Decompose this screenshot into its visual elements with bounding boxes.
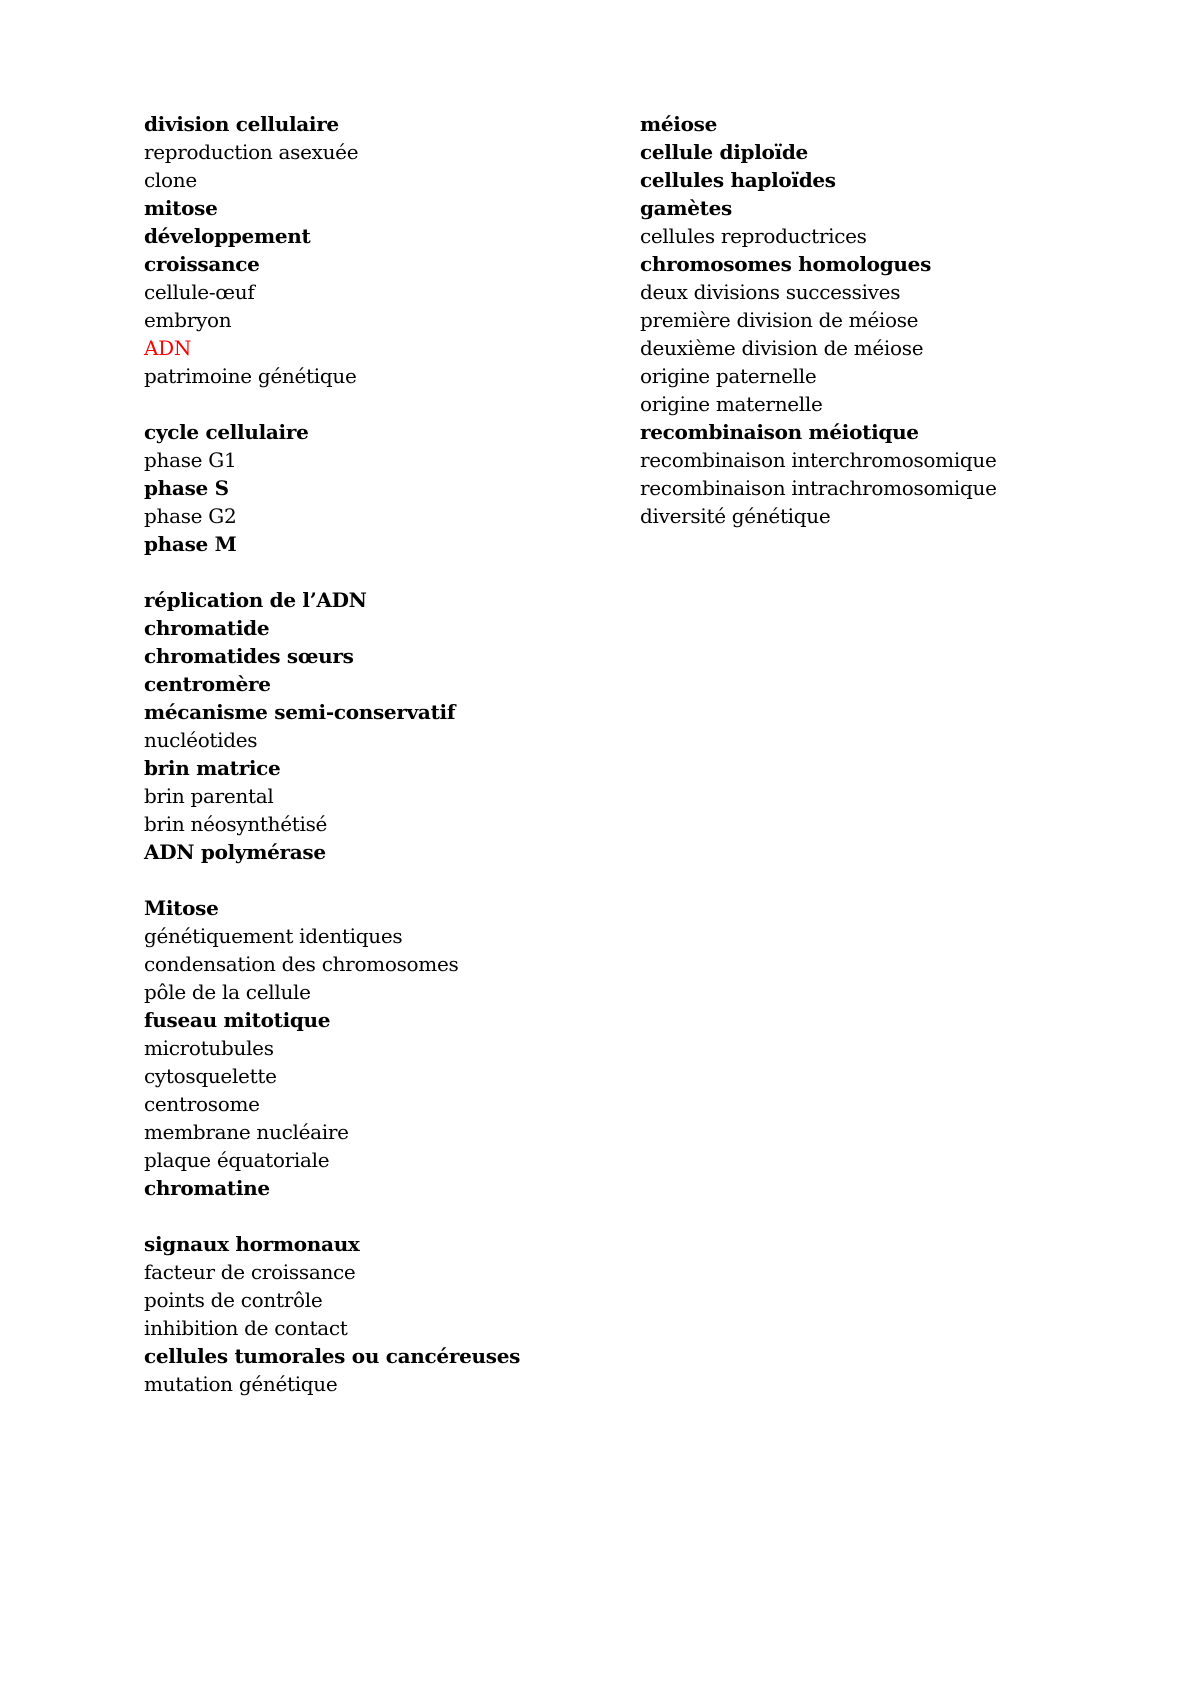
term-cycle-cellulaire: cycle cellulaire — [144, 420, 309, 444]
term-origine-maternelle: origine maternelle — [640, 392, 823, 416]
term-gametes: gamètes — [640, 196, 732, 220]
term-clone: clone — [144, 168, 197, 192]
term-centromere: centromère — [144, 672, 271, 696]
term-fuseau-mitotique: fuseau mitotique — [144, 1008, 331, 1032]
term-phase-s: phase S — [144, 476, 229, 500]
term-developpement: développement — [144, 224, 311, 248]
term-mitose: Mitose — [144, 896, 219, 920]
term-diversite-genetique: diversité génétique — [640, 504, 831, 528]
term-points-de-controle: points de contrôle — [144, 1288, 323, 1312]
term-chromosomes-homologues: chromosomes homologues — [640, 252, 932, 276]
term-chromatides-s-urs: chromatides sœurs — [144, 644, 354, 668]
term-brin-parental: brin parental — [144, 784, 274, 808]
term-deux-divisions-successives: deux divisions successives — [640, 280, 901, 304]
term-microtubules: microtubules — [144, 1036, 274, 1060]
term-genetiquement-identiques: génétiquement identiques — [144, 924, 403, 948]
term-brin-neosynthetise: brin néosynthétisé — [144, 812, 328, 836]
term-inhibition-de-contact: inhibition de contact — [144, 1316, 348, 1340]
term-recombinaison-interchromosomique: recombinaison interchromosomique — [640, 448, 997, 472]
term-condensation-des-chromosomes: condensation des chromosomes — [144, 952, 459, 976]
term-cellules-tumorales-ou-cancereuses: cellules tumorales ou cancéreuses — [144, 1344, 521, 1368]
term-adn-polymerase: ADN polymérase — [144, 840, 326, 864]
term-cellules-haploides: cellules haploïdes — [640, 168, 836, 192]
term-cytosquelette: cytosquelette — [144, 1064, 277, 1088]
term-cellules-reproductrices: cellules reproductrices — [640, 224, 867, 248]
section-spacer — [144, 390, 624, 418]
right-term-column — [640, 110, 1140, 530]
term-phase-g2: phase G2 — [144, 504, 237, 528]
term-premiere-division-de-meiose: première division de méiose — [640, 308, 919, 332]
term-mecanisme-semi-conservatif: mécanisme semi-conservatif — [144, 700, 456, 724]
term-chromatine: chromatine — [144, 1176, 270, 1200]
term-deuxieme-division-de-meiose: deuxième division de méiose — [640, 336, 924, 360]
term-mitose: mitose — [144, 196, 218, 220]
section-spacer — [144, 558, 624, 586]
term-cellule-diploide: cellule diploïde — [640, 140, 808, 164]
section-spacer — [144, 866, 624, 894]
term-phase-g1: phase G1 — [144, 448, 237, 472]
term-plaque-equatoriale: plaque équatoriale — [144, 1148, 330, 1172]
term-signaux-hormonaux: signaux hormonaux — [144, 1232, 360, 1256]
term-phase-m: phase M — [144, 532, 237, 556]
term-chromatide: chromatide — [144, 616, 270, 640]
term-nucleotides: nucléotides — [144, 728, 258, 752]
term-brin-matrice: brin matrice — [144, 756, 281, 780]
term-embryon: embryon — [144, 308, 232, 332]
term-pole-de-la-cellule: pôle de la cellule — [144, 980, 311, 1004]
term-recombinaison-meiotique: recombinaison méiotique — [640, 420, 919, 444]
term-division-cellulaire: division cellulaire — [144, 112, 339, 136]
term-centrosome: centrosome — [144, 1092, 260, 1116]
left-term-column — [144, 110, 624, 1398]
term-patrimoine-genetique: patrimoine génétique — [144, 364, 357, 388]
term-mutation-genetique: mutation génétique — [144, 1372, 338, 1396]
term-adn: ADN — [144, 336, 192, 360]
section-spacer — [144, 1202, 624, 1230]
term-origine-paternelle: origine paternelle — [640, 364, 817, 388]
term-reproduction-asexuee: reproduction asexuée — [144, 140, 359, 164]
term-croissance: croissance — [144, 252, 260, 276]
term-meiose: méiose — [640, 112, 718, 136]
term-replication-de-l-adn: réplication de l’ADN — [144, 588, 367, 612]
term-cellule-uf: cellule-œuf — [144, 280, 255, 304]
term-recombinaison-intrachromosomique: recombinaison intrachromosomique — [640, 476, 997, 500]
term-membrane-nucleaire: membrane nucléaire — [144, 1120, 349, 1144]
term-facteur-de-croissance: facteur de croissance — [144, 1260, 356, 1284]
